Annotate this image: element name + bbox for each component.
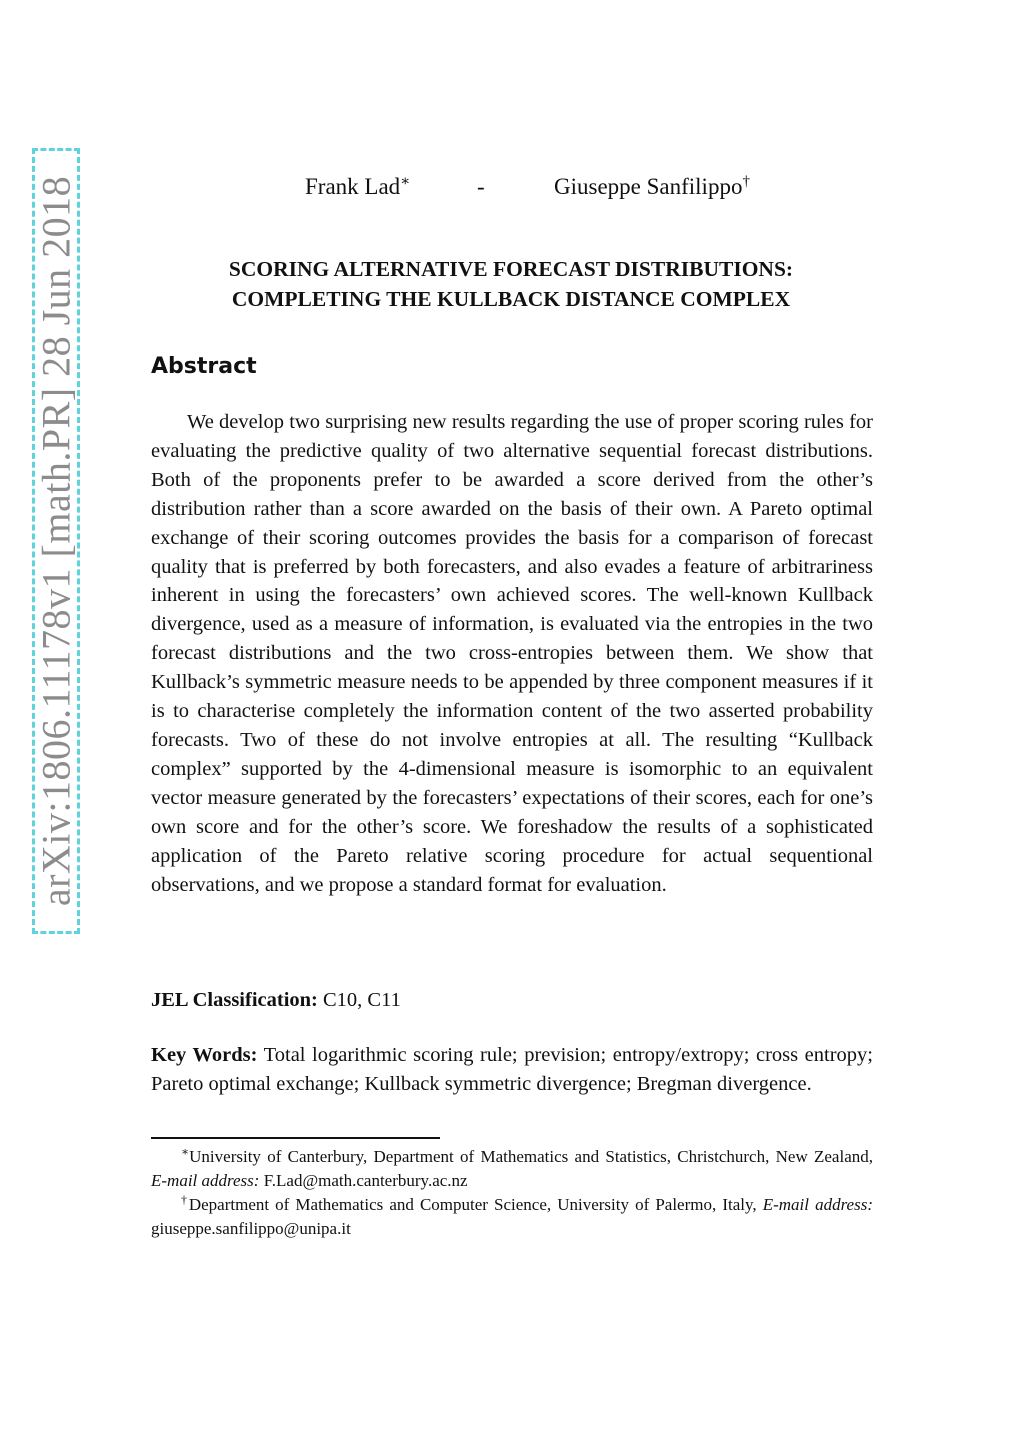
paper-title — [150, 254, 872, 314]
email-label: E-mail address: — [151, 1171, 260, 1190]
author-first-footnote-mark: ∗ — [400, 173, 411, 190]
footnote-text: University of Canterbury, Department of Mathematics and Statistics, Christchurch, New Zealand, — [189, 1147, 873, 1166]
author-line — [0, 174, 1024, 208]
key-words — [151, 1041, 873, 1099]
title-line-1: SCORING ALTERNATIVE FORECAST DISTRIBUTIONS: — [228, 257, 794, 281]
author-second-name: Giuseppe Sanfilippo — [554, 174, 743, 199]
author-first — [305, 174, 410, 200]
arxiv-stamp — [32, 148, 80, 934]
footnote-mark: † — [181, 1192, 189, 1207]
jel-value: C10, C11 — [323, 989, 401, 1011]
abstract-heading: Abstract — [151, 354, 257, 379]
author-second-footnote-mark: † — [742, 173, 750, 190]
email-address[interactable]: F.Lad@math.canterbury.ac.nz — [263, 1171, 468, 1190]
footnote-affiliation-second — [151, 1193, 873, 1241]
email-address[interactable]: giuseppe.sanfilippo@unipa.it — [151, 1219, 351, 1238]
author-second — [554, 174, 750, 200]
keywords-label: Key Words: — [151, 1044, 258, 1066]
arxiv-identifier: arXiv:1806.11178v1 [math.PR] 28 Jun 2018 — [33, 175, 79, 907]
author-separator: - — [477, 174, 485, 199]
keywords-value: Total logarithmic scoring rule; prevision; entropy/extropy; cross entropy; Pareto optimal exchange; Kullback symmetric divergence; Bregman divergence. — [151, 1044, 873, 1095]
author-first-name: Frank Lad — [305, 174, 401, 199]
abstract-body: We develop two surprising new results regarding the use of proper scoring rules for evaluating the predictive quality of two alternative sequential forecast distributions. Both of the proponents prefer to be awarded a score derived from the other’s distribution rather than a score awarded on the basis of their own. A Pareto optimal exchange of their scoring outcomes provides the basis for a comparison of forecast quality that is preferred by both forecasters, and also evades a feature of arbitrariness inherent in using the forecasters’ own achieved scores. The well-known Kullback divergence, used as a measure of information, is evaluated via the entropies in the two forecast distributions and the two cross-entropies between them. We show that Kullback’s symmetric measure needs to be appended by three component measures if it is to characterise completely the information content of the two asserted probability forecasts. Two of these do not involve entropies at all. The resulting “Kullback complex” supported by the 4-dimensional measure is isomorphic to an equivalent vector measure generated by the forecasters’ expectations of their scores, each for one’s own score and for the other’s score. We foreshadow the results of a sophisticated application of the Pareto relative scoring procedure for actual sequentional observations, and we propose a standard format for evaluation. — [151, 411, 873, 896]
footnote-mark: ∗ — [181, 1144, 190, 1159]
footnotes — [151, 1145, 873, 1241]
footnote-affiliation-first — [151, 1145, 873, 1193]
footnote-divider — [151, 1137, 440, 1139]
email-label: E-mail address: — [762, 1195, 873, 1214]
jel-classification — [151, 986, 873, 1015]
jel-label: JEL Classification: — [151, 989, 318, 1011]
footnote-text: Department of Mathematics and Computer Science, University of Palermo, Italy, — [188, 1195, 757, 1214]
title-line-2: COMPLETING THE KULLBACK DISTANCE COMPLEX — [231, 287, 791, 311]
